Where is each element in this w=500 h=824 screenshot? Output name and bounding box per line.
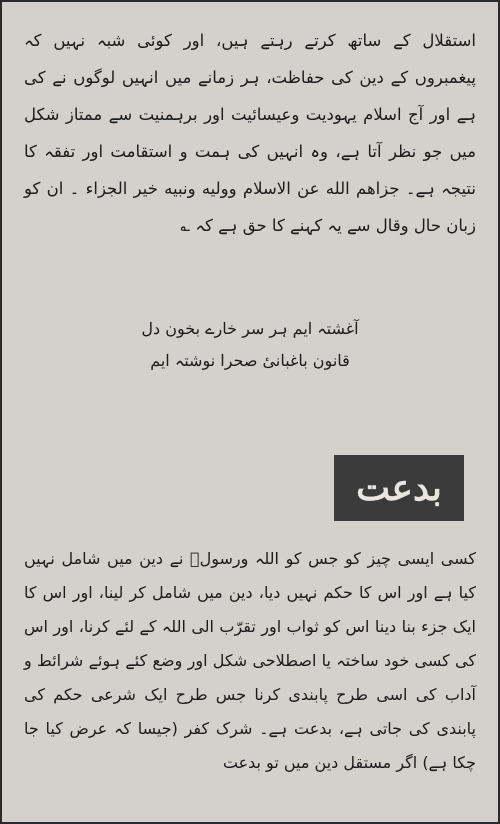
intro-paragraph (24, 22, 476, 244)
bidat-paragraph (24, 542, 476, 780)
section-heading-text: بدعت (356, 467, 442, 509)
verse-line-2: قانون باغبانیٔ صحرا نوشتہ ایم (150, 351, 350, 370)
intro-paragraph-text: استقلال کے ساتھ کرتے رہتے ہیں، اور کوئی شبہ نہیں کہ پیغمبروں کے دین کی حفاظت، ہر زمانے میں انہیں لوگوں نے کی ہے اور آج اسلام یہودیت وعیسائیت اور برہمنیت سے ممتاز شکل میں جو نظر آتا ہے، وہ انہیں کی ہمت و استقامت اور تفقہ کا نتیجہ ہے۔ جزاهم الله عن الاسلام وولیه ونبیه خیر الجزاء ۔ ان کو زبان حال وقال سے یہ کہنے کا حق ہے کہ ؎ (24, 31, 476, 235)
section-heading-bidat (334, 455, 464, 521)
verse-line-1: آغشتہ ایم ہر سر خارے بخون دل (141, 319, 359, 338)
bidat-paragraph-text: کسی ایسی چیز کو جس کو اللہ ورسولؐ نے دین میں شامل نہیں کیا ہے اور اس کا حکم نہیں دیا، دین میں شامل کر لینا، اور اس کا ایک جزء بنا دینا اس کو ثواب اور تقرّب الی اللہ کے لئے کرنا، اور اس کی کسی خود ساختہ یا اصطلاحی شکل اور وضع کئے ہوئے شرائط و آداب کی اسی طرح پابندی کرنا جس طرح ایک شرعی حکم کی پابندی کی جاتی ہے، بدعت ہے۔ شرک کفر (جیسا کہ عرض کیا جا چکا ہے) اگر مستقل دین میں تو بدعت (24, 549, 476, 772)
